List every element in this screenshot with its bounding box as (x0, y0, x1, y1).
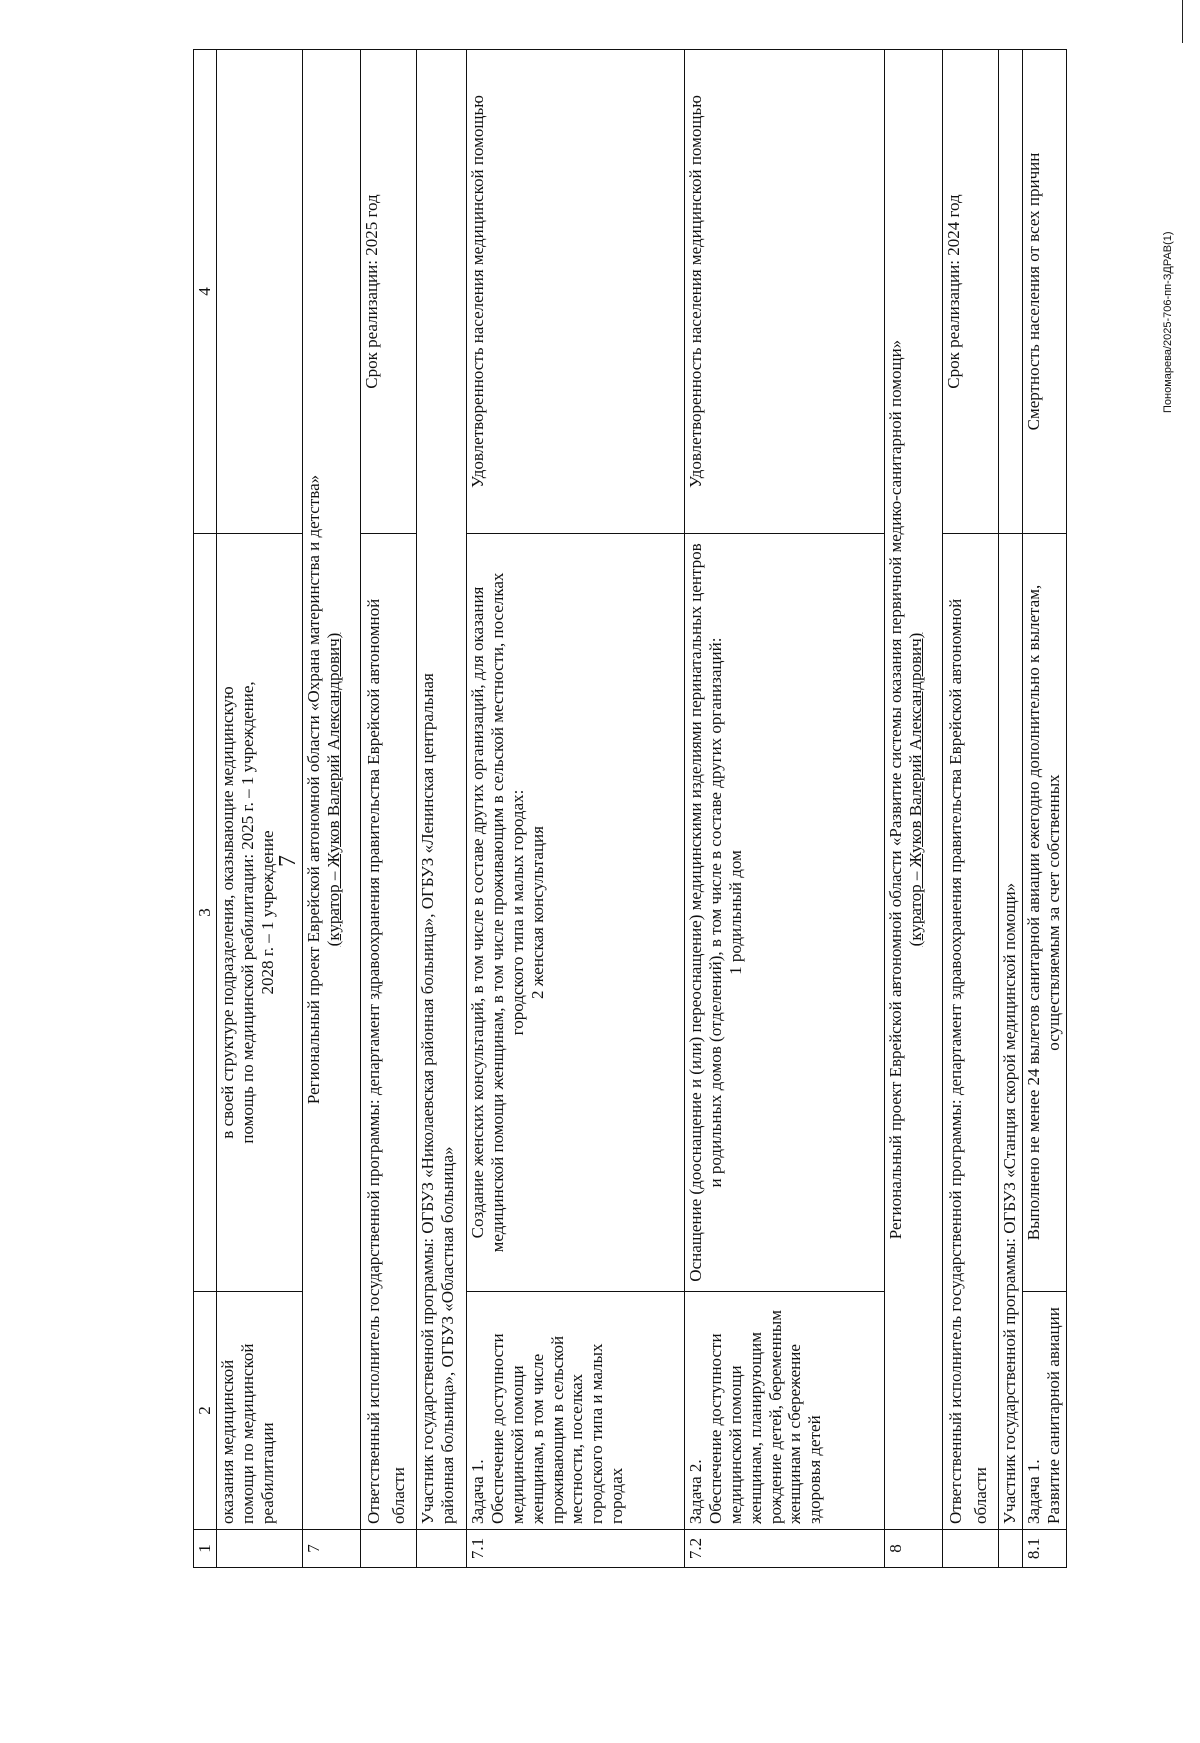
document-code: Пономарева/2025-706-пп-ЗДРАВ(1) (1162, 231, 1174, 413)
cell-indicator: Удовлетворенность населения медицинской помощью (467, 50, 685, 534)
task-text: Развитие санитарной авиации (1043, 1307, 1063, 1524)
scan-edge-line (1182, 0, 1183, 43)
section-8-title (885, 50, 943, 1530)
result-line-1: в своей структуре подразделения, оказывающие медицинскую (218, 686, 237, 1139)
header-col-4: 4 (194, 50, 217, 534)
section-7-number: 7 (303, 1530, 361, 1568)
row-number: 8.1 (1023, 1530, 1067, 1568)
section-7-title-row (303, 50, 361, 1568)
cell-empty (417, 1530, 467, 1568)
result-line-2: помощь по медицинской реабилитации: 2025 г. – 1 учреждение, (237, 681, 257, 1144)
section-8-curator: (куратор – Жуков Валерий Александрович) (905, 632, 925, 947)
cell-empty (943, 1530, 999, 1568)
section-7-responsible-row (361, 50, 417, 1568)
cell-result (467, 534, 685, 1292)
cell-empty (999, 1530, 1023, 1568)
section-8-participant-row (999, 50, 1023, 1568)
task-text: Обеспечение доступности медицинской помощи женщинам, планирующим рождение детей, беременным женщинам и сбережение здоровья детей (705, 1310, 825, 1524)
cell-task (467, 1292, 685, 1530)
cell-indicator: Удовлетворенность населения медицинской помощью (685, 50, 885, 534)
task-label: Задача 1. (1024, 1459, 1043, 1524)
section-7-title-text: Региональный проект Еврейской автономной области «Охрана материнства и детства» (304, 474, 323, 1105)
header-col-3: 3 (194, 534, 217, 1292)
section-8-title-text: Региональный проект Еврейской автономной области «Развитие системы оказания первичной медико-санитарной помощи» (886, 339, 905, 1240)
cell-indicator: Смертность населения от всех причин (1023, 50, 1067, 534)
section-8-number: 8 (885, 1530, 943, 1568)
section-8-title-row (885, 50, 943, 1568)
section-8-term: Срок реализации: 2024 год (943, 50, 999, 534)
section-7-title (303, 50, 361, 1530)
header-col-1: 1 (194, 1530, 217, 1568)
section-7-term: Срок реализации: 2025 год (361, 50, 417, 534)
header-col-2: 2 (194, 1292, 217, 1530)
header-row (194, 50, 217, 1568)
section-7-responsible: Ответственный исполнитель государственной программы: департамент здравоохранения правительства Еврейской автономной области (361, 534, 417, 1530)
program-table (193, 49, 1067, 1568)
section-7-curator: (куратор – Жуков Валерий Александрович) (323, 632, 343, 947)
table-row-7-2 (685, 50, 885, 1568)
result-detail: 1 родильный дом (725, 850, 745, 975)
task-label: Задача 2. (686, 1459, 705, 1524)
page-number: 7 (275, 855, 301, 867)
result-line-3: 2028 г. – 1 учреждение (257, 830, 277, 995)
section-8-responsible: Ответственный исполнитель государственной программы: департамент здравоохранения правительства Еврейской автономной области (943, 534, 999, 1530)
result-text: Создание женских консультаций, в том числе в составе других организаций, для оказания медицинской помощи женщинам, в том числе проживающим в сельской местности, поселках городского типа и малых городах: (468, 572, 527, 1253)
table-row-7-1 (467, 50, 685, 1568)
section-7-participant-row (417, 50, 467, 1568)
cell-task: оказания медицинской помощи по медицинской реабилитации (217, 1292, 303, 1530)
task-label: Задача 1. (468, 1459, 487, 1524)
result-detail: 2 женская консультация (527, 826, 547, 999)
cell-empty (999, 50, 1023, 534)
table-row-continuation (217, 50, 303, 1568)
task-text: Обеспечение доступности медицинской помощи женщинам, в том числе проживающим в сельской местности, поселках городского типа и малых городах (487, 1333, 627, 1524)
cell-result (217, 534, 303, 1292)
cell-task (1023, 1292, 1067, 1530)
cell-task (685, 1292, 885, 1530)
section-8-participant: Участник государственной программы: ОГБУЗ «Станция скорой медицинской помощи» (999, 534, 1023, 1530)
section-7-participant: Участник государственной программы: ОГБУЗ «Николаевская районная больница», ОГБУЗ «Ленинская центральная районная больница», ОГБУЗ «Областная больница» (417, 50, 467, 1530)
cell-result: Выполнено не менее 24 вылетов санитарной авиации ежегодно дополнительно к вылетам, осуществляемым за счет собственных (1023, 534, 1067, 1292)
result-text: Оснащение (дооснащение и (или) переоснащение) медицинскими изделиями перинатальных центров и родильных домов (отделений), в том числе в составе других организаций: (686, 543, 725, 1282)
row-number: 7.1 (467, 1530, 685, 1568)
cell-result (685, 534, 885, 1292)
cell-indicator (217, 50, 303, 534)
table-row-8-1 (1023, 50, 1067, 1568)
row-number: 7.2 (685, 1530, 885, 1568)
cell-num (217, 1530, 303, 1568)
cell-empty (361, 1530, 417, 1568)
section-8-responsible-row (943, 50, 999, 1568)
